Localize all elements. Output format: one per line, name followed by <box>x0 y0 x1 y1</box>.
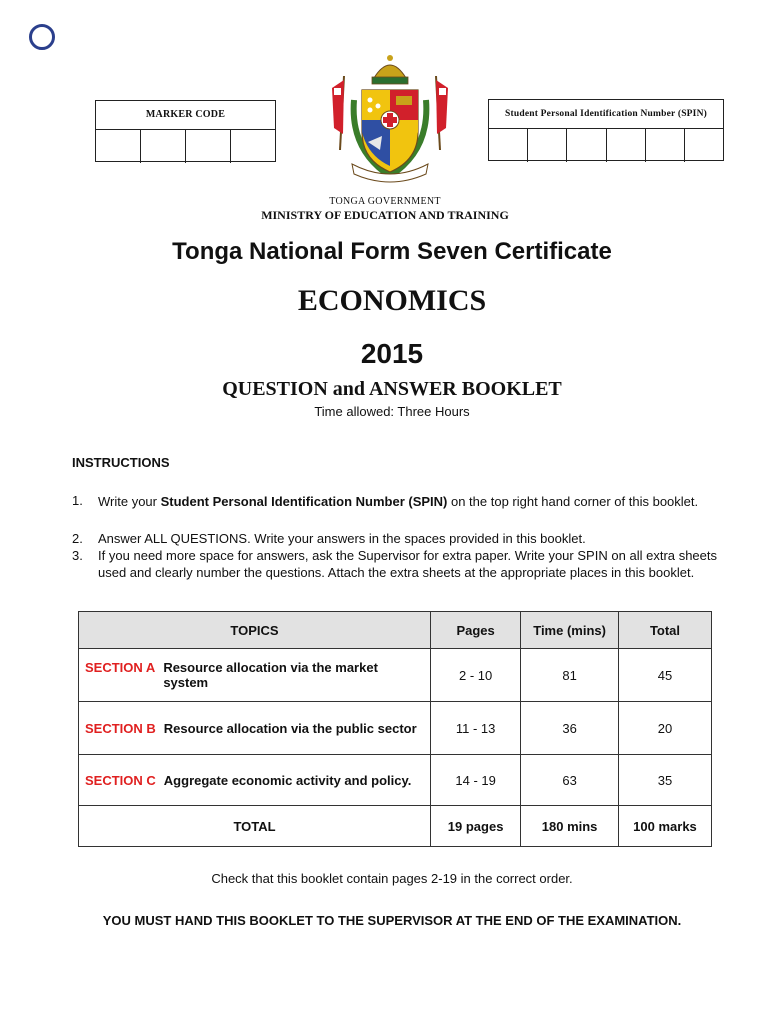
total-pages-cell: 19 pages <box>431 806 521 847</box>
spin-cell[interactable] <box>607 129 646 162</box>
check-pages-note: Check that this booklet contain pages 2-19 in the correct order. <box>211 871 573 886</box>
topic-cell <box>79 649 431 702</box>
section-label: SECTION C <box>85 772 156 788</box>
instruction-item <box>72 530 717 547</box>
booklet-title: QUESTION and ANSWER BOOKLET <box>222 378 562 400</box>
header-topics: TOPICS <box>79 612 431 649</box>
government-label: TONGA GOVERNMENT <box>329 196 441 207</box>
header-time: Time (mins) <box>521 612 619 649</box>
instruction-text: If you need more space for answers, ask the Supervisor for extra paper. Write your SPIN on all extra sheets used and clearly number the questions. Attach the extra sheets at the appropriate places in this booklet. <box>98 548 717 580</box>
instruction-text: on the top right hand corner of this booklet. <box>447 494 699 509</box>
instruction-bold-text: Student Personal Identification Number (SPIN) <box>160 494 448 509</box>
spin-label: Student Personal Identification Number (SPIN) <box>505 109 707 119</box>
table-row <box>79 702 712 755</box>
section-label: SECTION A <box>85 660 156 675</box>
total-label-cell: TOTAL <box>79 806 431 847</box>
total-marks-cell: 100 marks <box>618 806 711 847</box>
spin-box <box>488 99 724 161</box>
certificate-title: Tonga National Form Seven Certificate <box>172 238 612 265</box>
spin-cell[interactable] <box>567 129 606 162</box>
topics-table <box>78 611 712 847</box>
instruction-number: 2. <box>72 531 83 546</box>
spin-cell[interactable] <box>528 129 567 162</box>
time-cell: 36 <box>521 702 619 755</box>
section-title: Aggregate economic activity and policy. <box>163 772 412 788</box>
marker-code-box <box>95 100 276 162</box>
marker-code-cell[interactable] <box>96 130 141 163</box>
exam-year: 2015 <box>360 338 424 369</box>
header-pages: Pages <box>431 612 521 649</box>
pages-cell: 2 - 10 <box>431 649 521 702</box>
table-row <box>79 649 712 702</box>
hand-in-notice: YOU MUST HAND THIS BOOKLET TO THE SUPERVISOR AT THE END OF THE EXAMINATION. <box>102 913 682 928</box>
total-cell: 20 <box>618 702 711 755</box>
pages-cell: 14 - 19 <box>431 755 521 806</box>
table-total-row <box>79 806 712 847</box>
marker-code-cell[interactable] <box>186 130 231 163</box>
subject-title: ECONOMICS <box>297 284 487 317</box>
section-label: SECTION B <box>85 720 156 736</box>
header-total: Total <box>618 612 711 649</box>
topic-cell <box>79 702 431 755</box>
instruction-item <box>72 492 717 512</box>
time-allowed: Time allowed: Three Hours <box>314 404 470 419</box>
time-cell: 81 <box>521 649 619 702</box>
radio-circle-icon[interactable] <box>29 24 55 50</box>
instruction-item <box>72 547 717 581</box>
section-title: Resource allocation via the public sector <box>163 720 417 736</box>
spin-cell[interactable] <box>646 129 685 162</box>
spin-cell[interactable] <box>489 129 528 162</box>
ministry-label: MINISTRY OF EDUCATION AND TRAINING <box>261 208 509 222</box>
total-time-cell: 180 mins <box>521 806 619 847</box>
topic-cell <box>79 755 431 806</box>
section-title: Resource allocation via the market system <box>163 660 378 690</box>
total-cell: 45 <box>618 649 711 702</box>
instructions-heading: INSTRUCTIONS <box>72 455 170 470</box>
instruction-number: 3. <box>72 548 83 563</box>
spin-cell[interactable] <box>685 129 723 162</box>
instruction-text: Answer ALL QUESTIONS. Write your answers in the spaces provided in this booklet. <box>98 531 586 546</box>
tonga-coat-of-arms-icon <box>330 50 450 188</box>
table-header-row <box>79 612 712 649</box>
instruction-text: Write your <box>98 494 161 509</box>
pages-cell: 11 - 13 <box>431 702 521 755</box>
total-cell: 35 <box>618 755 711 806</box>
marker-code-cell[interactable] <box>231 130 275 163</box>
marker-code-label: MARKER CODE <box>145 109 226 120</box>
marker-code-cell[interactable] <box>141 130 186 163</box>
time-cell: 63 <box>521 755 619 806</box>
instruction-number: 1. <box>72 493 83 508</box>
table-row <box>79 755 712 806</box>
